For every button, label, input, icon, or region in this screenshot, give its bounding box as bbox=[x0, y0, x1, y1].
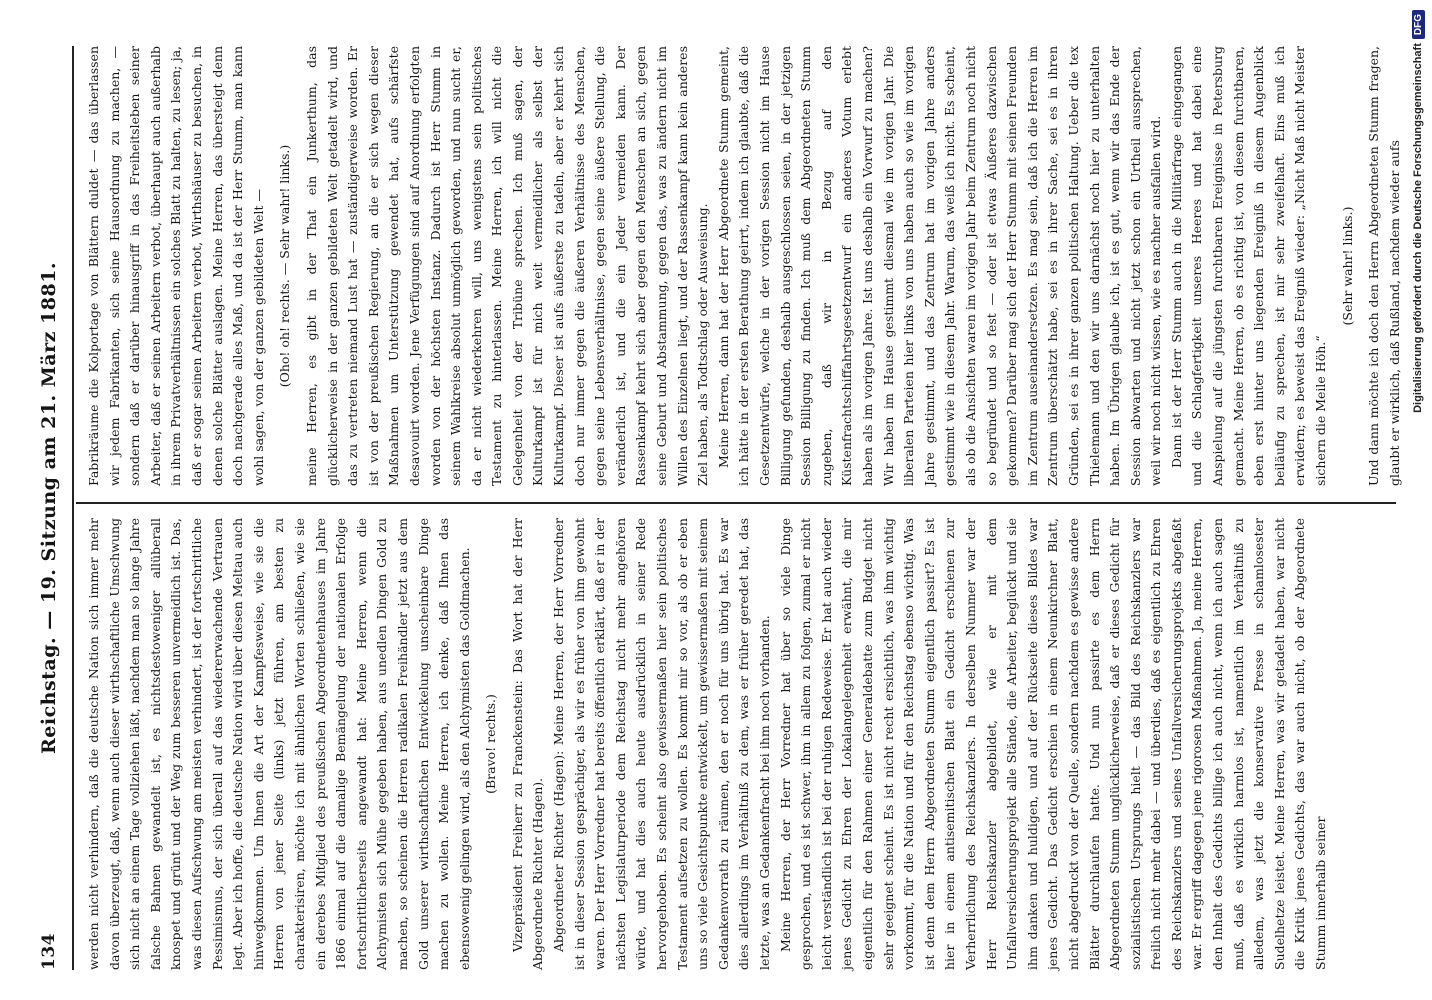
dfg-logo: DFG bbox=[1412, 10, 1425, 39]
right-paragraph-2: meine Herren, es gibt in der That ein Junkerthum, das glücklicherweise in der ganzen gebildeten Welt getadelt wird, und das zu vertreten niemand Lust hat — zuständigerweise worden. Er ist von der preußischen Regierung, an die er sich wegen dieser Maßnahmen um Unterstützung gewendet hat, aufs schärfste desavouirt worden. Jene Verfügungen sind auf Anordnung erfolgten worden von der höchsten Instanz. Dadurch ist Herr Stumm in seinem Wahlkreise absolut unmöglich geworden, und nun sucht er, da er nicht wiederkehren will, uns wenigstens sein politisches Testament zu hinterlassen. Meine Herren, ich will nicht die Gelegenheit von der Tribüne sprechen. Ich muß sagen, der Kulturkampf ist für mich weit vermeidlicher als selbst der Kulturkampf. Dieser ist aufs äußerste zu tadeln, aber er kehrt sich doch nur immer gegen die äußeren Verhältnisse des Menschen, gegen seine Lebensverhältnisse, gegen seine äußere Stellung, die veränderlich ist, und die ein Jeder vermeiden kann. Der Rassenkampf kehrt sich aber gegen den Menschen an sich, gegen seine Geburt und Abstammung, gegen das, was zu ändern nicht im Willen des Einzelnen liegt, und der Rassenkampf kann kein anderes Ziel haben, als Todtschlag oder Ausweisung. bbox=[303, 46, 711, 486]
column-divider bbox=[76, 502, 1396, 504]
interjection-remark: (Oho! oh! rechts. — Sehr wahr! links.) bbox=[277, 144, 293, 388]
right-column bbox=[84, 46, 1402, 486]
digitization-footer bbox=[1408, 0, 1428, 1000]
right-paragraph-3: Meine Herren, dann hat der Herr Abgeordnete Stumm gemeint, ich hätte in der ersten Berathung geirrt, indem ich glaubte, daß die Gesetzentwürfe, welche in der vorigen Session nicht im Hause Billigung gefunden, deshalb ausgeschlossen seien, in der jetzigen Session Billigung zu finden. Ich muß dem Abgeordneten Stumm zugeben, daß wir in Bezug auf den Küstenfrachtschiffahrtsgesetzentwurf ein anderes Votum erlebt haben als im vorigen Jahre. Ist uns deshalb ein Vorwurf zu machen? Wir haben im Hause gestimmt diesmal wie im vorigen Jahr. Die liberalen Parteien hier links von uns haben auch so wie im vorigen Jahre gestimmt, und das Zentrum hat im vorigen Jahre anders gestimmt wie in diesem Jahr. Warum, das weiß ich nicht. Es scheint, als ob die Ansichten waren im vorigen Jahr beim Zentrum noch nicht so begründet und so fest — oder ist etwas Äußeres dazwischen gekommen? Darüber mag sich der Herr Stumm mit seinen Freunden im Zentrum auseinandersetzen. Es mag sein, daß ich die Herren im Zentrum überschätzt habe, sei es in ihrer Sache, sei es in ihren Gründen, sei es in ihrer ganzen politischen Haltung. Ueber die tex Thielemann und den wir uns darnächst noch hier zu unterhalten haben. Im Übrigen glaube ich, ist es gut, wenn wir das Ende der Session abwarten und nicht jetzt schon ein Urtheil aussprechen, weil wir noch nicht wissen, wie es nachher ausfallen wird. bbox=[715, 46, 1164, 486]
right-paragraph-1: Fabrikräume die Kolportage von Blättern duldet — das überlassen wir jedem Fabrikanten, sich seine Hausordnung zu machen, — sondern daß er darüber hinausgriff in das Freiheitsleben seiner Arbeiter, daß er seinen Arbeitern verbot, überhaupt auch außerhalb in ihrem Privatverhältnissen ein solches Blatt zu halten, zu lesen; ja, daß er sogar seinen Arbeitern verbot, Wirthshäuser zu besuchen, in denen solche Blätter auslagen. Meine Herren, das übersteigt denn doch nachgerade alles Maß, und da ist der Herr Stumm, man kann wohl sagen, von der ganzen gebildeten Welt — bbox=[86, 46, 266, 486]
page-header bbox=[28, 46, 70, 970]
right-paragraph-5: Und dann möchte ich doch den Herrn Abgeordneten Stumm fragen, glaubt er wirklich, daß Rußland, nachdem wieder aufs bbox=[1366, 46, 1402, 486]
left-column bbox=[84, 518, 1384, 970]
running-title: Reichstag. — 19. Sitzung am 21. März 1881. bbox=[38, 261, 60, 755]
speaker-announcement: Vizepräsident Freiherr zu Franckenstein: Das Wort hat der Herr Abgeordnete Richter (Hagen). bbox=[509, 518, 546, 970]
right-paragraph-4: Dann ist der Herr Stumm auch in die Militärfrage eingegangen und die Schlagfertigkeit unseres Heeres und hat dabei eine Anspielung auf die jüngsten furchtbaren Ereignisse in Petersburg gemacht. Meine Herren, ob es richtig ist, von diesem furchtbaren, eben erst hinter uns liegenden Ereigniß in diesem Augenblick beiläufig zu sprechen, ist mir sehr zweifelhaft. Eins muß ich erwidern; es beweist das Ereigniß wieder: „Nicht Maß nicht Meister sichern die Meile Höh.“ bbox=[1168, 46, 1329, 486]
left-paragraph-1: werden nicht verhindern, daß die deutsche Nation sich immer mehr davon überzeugt, daß, wenn auch dieser wirthschaftliche Umschwung sich nicht an einem Tage vollziehen läßt, nachdem man so lange Jahre falsche Bahnen gewandelt ist, es nichtsdestoweniger allüberall knospet und grünt und der Weg zum besseren unvermeidlich ist. Das, was diesen Aufschwung am meisten verhindert, ist der fortschrittliche Pessimismus, der sich überall auf das wiedererwachende Vertrauen legt. Aber ich hoffe, die deutsche Nation wird über diesen Meltau auch hinwegkommen. Um Ihnen die Art der Kampfesweise, wie sie die Herren von jener Seite (links) jetzt führen, am besten zu charakterisiren, möchte ich mit ähnlichen Worten schließen, wie sie ein derebes Mitglied des preußischen Abgeordnetenhauses im Jahre 1866 einmal auf die damalige Bemängelung der nationalen Erfolge fortschrittlicherseits angewandt hat: Meine Herren, wenn die Alchymisten sich Mühe gegeben haben, aus unedlen Dingen Gold zu machen, so scheinen die Herren radikalen Freihändler jetzt aus dem Gold unserer wirthschaftlichen Entwickelung unscheinbare Dinge machen zu wollen. Meine Herren, ich denke, daß Ihnen das ebensowenig gelingen wird, als den Alchymisten das Goldmachen. bbox=[86, 518, 472, 970]
applause-remark-2: (Sehr wahr! links.) bbox=[1339, 206, 1355, 326]
digitization-note: Digitalisierung gefördert durch die Deutsche Forschungsgemeinschaft bbox=[1412, 43, 1424, 413]
left-paragraph-4: Meine Herren, der Herr Vorredner hat über so viele Dinge gesprochen, und es ist schwer, ihm in allem zu folgen, zumal er nicht leicht verständlich ist bei der ruhigen Redeweise. Er hat auch wieder jenes Gedicht zu Ehren der Lokalangelegenheit erwähnt, die mir eigentlich für den Rahmen einer Generaldebatte zum Budget nicht sehr geeignet scheint. Es ist nicht recht ersichtlich, was ihm wichtig vorkommt, für die Nation und für den Reichstag ebenso wichtig. Was ist denn dem Herrn Abgeordneten Stumm eigentlich passirt? Es ist hier in einem antisemitischen Blatt ein Gedicht erschienen zur Verherrlichung des Reichskanzlers. In derselben Nummer war der Herr Reichskanzler abgebildet, wie er mit dem Unfallversicherungsprojekt alle Stände, die Arbeiter, beglückt und sie ihm danken und huldigen, und auf der Rückseite dieses Bildes war jenes Gedicht. Das Gedicht erschien in einem Neunkirchner Blatt, nicht abgedruckt von der Quelle, sondern nachdem es gewisse andere Blätter durchlaufen hatte. Und nun passirte es dem Herrn Abgeordneten Stumm unglücklicherweise, daß er dieses Gedicht für sozialistischen Ursprungs hielt — das Bild des Reichskanzlers war freilich nicht mehr dabei — und überdies, daß es eigentlich zu Ehren des Reichskanzlers und seines Unfallversicherungsprojekts abgefaßt war. Er ergriff dagegen jene rigorosen Maßnahmen. Ja, meine Herren, den Inhalt des Gedichts billige ich auch nicht, wenn ich auch sagen muß, daß es wirklich harmlos ist, namentlich im Verhältniß zu alledem, was jetzt die konservative Presse in schamlosester Sudelhetze leistet. Meine Herren, was wir getadelt haben, war nicht die Kritik jenes Gedichts, das war auch nicht, ob der Abgeordnete Stumm innerhalb seiner bbox=[777, 518, 1329, 970]
header-rule bbox=[72, 46, 74, 970]
left-paragraph-3: Abgeordneter Richter (Hagen): Meine Herren, der Herr Vorredner ist in dieser Session gesprächiger, als wir es früher von ihm gewohnt waren. Der Herr Vorredner hat bereits öffentlich erklärt, daß er in der nächsten Legislaturperiode dem Reichstag nicht mehr angehören würde, und hat dies auch heute ausdrücklich in seiner Rede hervorgehoben. Es scheint also gewissermaßen hier sein politisches Testament aufsetzen zu wollen. Es kommt mir so vor, als ob er eben uns so viele Gesichtspunkte entwickelt, um gewissermaßen mit seinem Gedankenvorrath zu räumen, den er noch für uns übrig hat. Es war dies allerdings im Verhältniß zu dem, was er früher geredet hat, das letzte, was an Gedankenfracht bei ihm noch vorhanden. bbox=[551, 518, 772, 970]
applause-remark-1: (Bravo! rechts.) bbox=[483, 694, 499, 794]
page-number: 134 bbox=[39, 933, 59, 970]
